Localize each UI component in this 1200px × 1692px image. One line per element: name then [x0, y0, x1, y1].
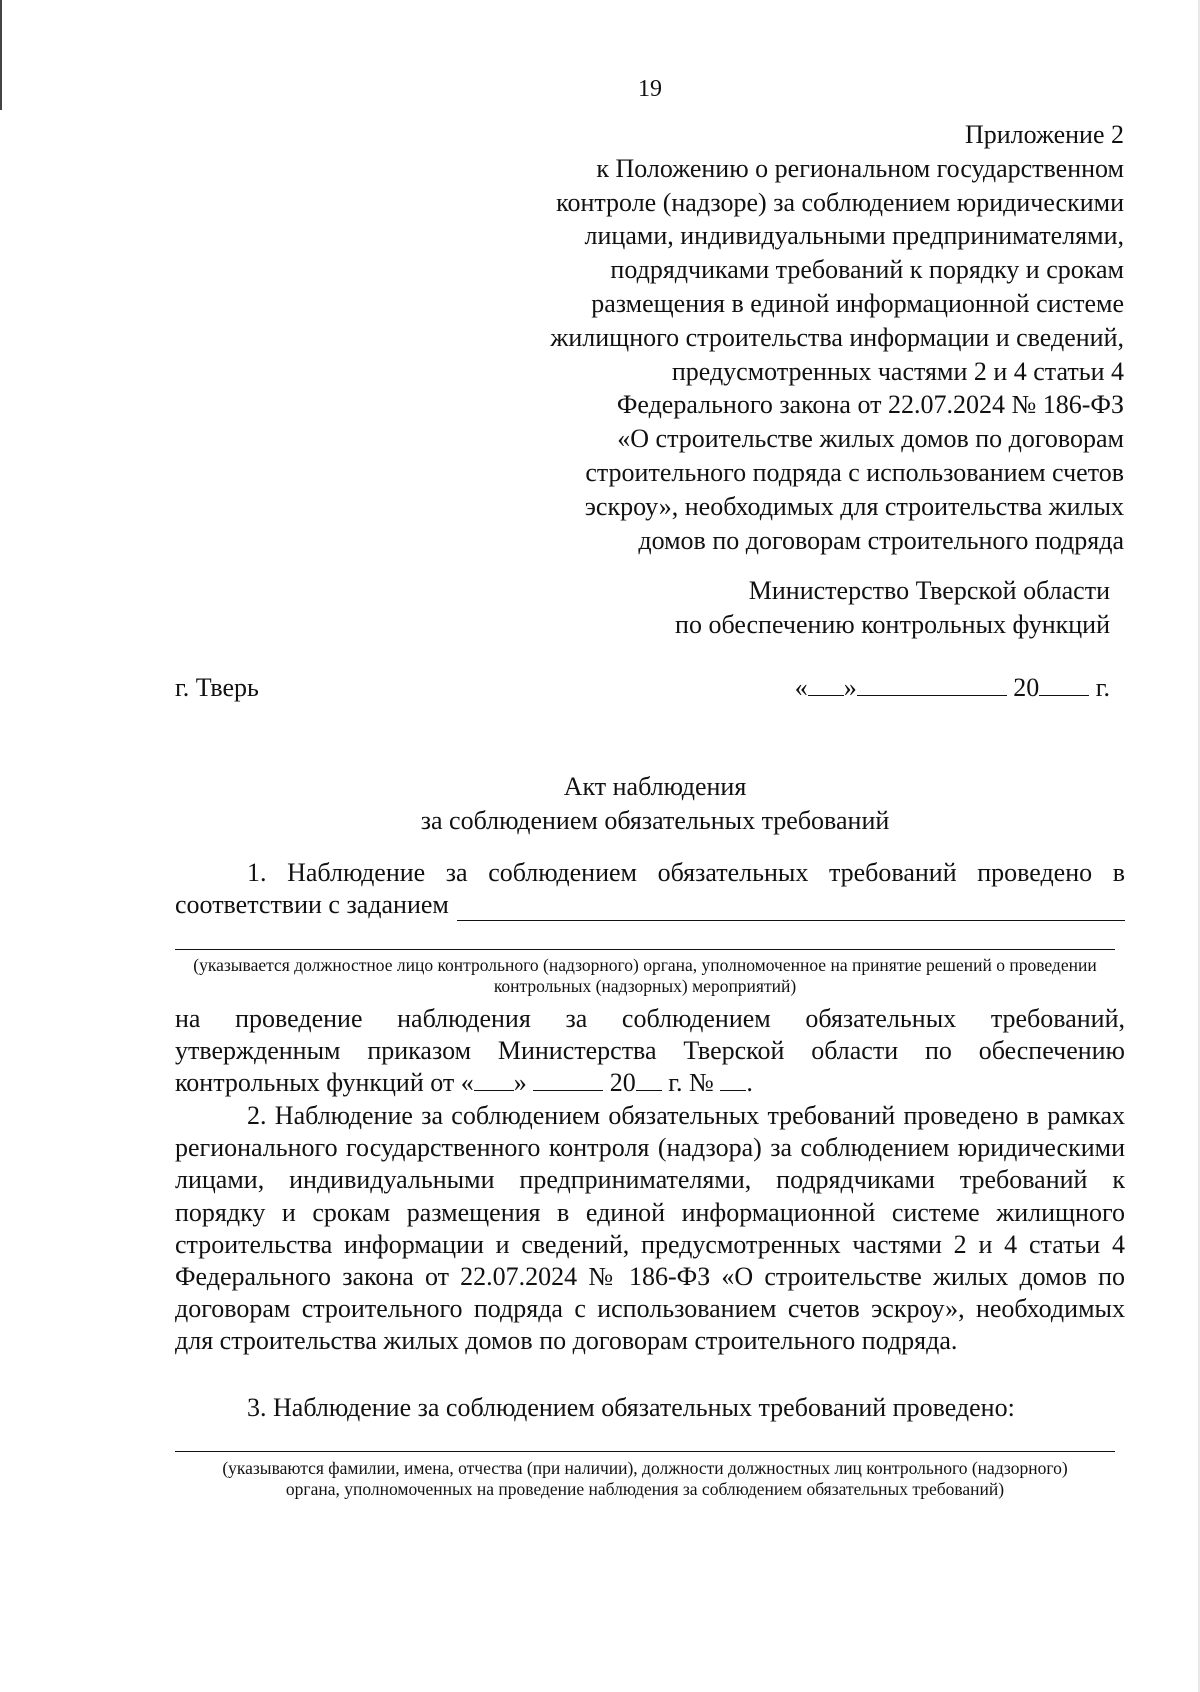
section-2: 2. Наблюдение за соблюдением обязательных требований проведено в рамках регионального государственного контроля (надзора) за соблюдением юридическими лицами, индивидуальными предпринимателями, подрядчиками требований к порядку и срокам размещения в единой информационной системе жилищного строительства информации и сведений, предусмотренных частями 2 и 4 статьи 4 Федерального закона от 22.07.2024 № 186-ФЗ «О строительстве жилых домов по договорам строительного подряда с использованием счетов эскроу», необходимых для строительства жилых домов по договорам строительного подряда.	[175, 1101, 1125, 1356]
appendix-line: «О строительстве жилых домов по договорам	[617, 424, 1124, 454]
section-1-line: 1. Наблюдение за соблюдением обязательных требований проведено в	[247, 858, 1125, 887]
appendix-line: строительного подряда с использованием счетов	[585, 457, 1124, 487]
date-field	[795, 673, 1110, 703]
document-title	[0, 770, 1200, 838]
order-month-blank	[533, 1068, 603, 1091]
ministry-line: Министерство Тверской области	[748, 576, 1110, 605]
order-day-blank	[474, 1068, 514, 1091]
year-blank	[1039, 673, 1089, 696]
section-1-continuation	[175, 1003, 1125, 1100]
order-date-prefix: контрольных функций от «	[175, 1068, 474, 1098]
continuation-line: утвержденным приказом Министерства Тверской области по обеспечению	[175, 1036, 1125, 1066]
appendix-line: размещения в единой информационной системе	[591, 288, 1124, 318]
ministry-line: по обеспечению контрольных функций	[675, 609, 1110, 639]
page-number: 19	[638, 76, 662, 102]
year-prefix: 20	[1013, 673, 1040, 702]
appendix-line: к Положению о региональном государственном	[596, 153, 1124, 183]
order-year-prefix: 20	[609, 1068, 636, 1098]
official-note: (указывается должностное лицо контрольного (надзорного) органа, уполномоченное на принятие решений о проведении контрольных (надзорных) мероприятий)	[193, 955, 1097, 996]
date-close-quote: »	[843, 673, 857, 702]
appendix-line: контроле (надзоре) за соблюдением юридическими	[556, 187, 1124, 217]
appendix-line: предусмотренных частями 2 и 4 статьи 4	[671, 356, 1124, 386]
title-line: Акт наблюдения	[563, 772, 747, 801]
section-3	[175, 1392, 1125, 1424]
day-blank	[808, 673, 844, 696]
ministry-name	[570, 574, 1110, 641]
continuation-line	[175, 1067, 1125, 1099]
officials-note: (указываются фамилии, имена, отчества (при наличии), должности должностных лиц контрольного (надзорного) органа, уполномоченных на проведение наблюдения за соблюдением обязательных требований)	[222, 1458, 1068, 1499]
appendix-line: жилищного строительства информации и сведений,	[550, 322, 1124, 352]
title-line: за соблюдением обязательных требований	[420, 806, 890, 835]
appendix-line: подрядчиками требований к порядку и срокам	[610, 255, 1124, 285]
appendix-line: лицами, индивидуальными предпринимателями,	[584, 221, 1124, 251]
signature-rule	[175, 949, 1115, 950]
assignment-blank	[457, 898, 1125, 921]
order-date-quote: »	[513, 1068, 527, 1098]
appendix-line: Федерального закона от 22.07.2024 № 186-ФЗ	[616, 390, 1124, 420]
date-open-quote: «	[794, 673, 808, 702]
order-number-blank	[720, 1068, 746, 1091]
order-year-blank	[636, 1068, 662, 1091]
order-end: .	[746, 1068, 753, 1098]
order-number-label: г. №	[668, 1068, 714, 1098]
section-1-line	[175, 889, 1125, 921]
appendix-line: Приложение 2	[964, 120, 1124, 149]
section-1	[175, 857, 1125, 921]
city-label: г. Тверь	[175, 673, 259, 702]
month-blank	[857, 673, 1007, 696]
officials-rule	[175, 1451, 1115, 1452]
appendix-line: домов по договорам строительного подряда	[638, 525, 1124, 555]
continuation-line: на проведение наблюдения за соблюдением обязательных требований,	[175, 1004, 1125, 1033]
year-suffix: г.	[1095, 673, 1110, 702]
assignment-label: соответствии с заданием	[175, 890, 449, 920]
appendix-header	[484, 118, 1124, 557]
section-3-line: 3. Наблюдение за соблюдением обязательных требований проведено:	[247, 1393, 1015, 1422]
appendix-line: эскроу», необходимых для строительства жилых	[584, 491, 1124, 521]
